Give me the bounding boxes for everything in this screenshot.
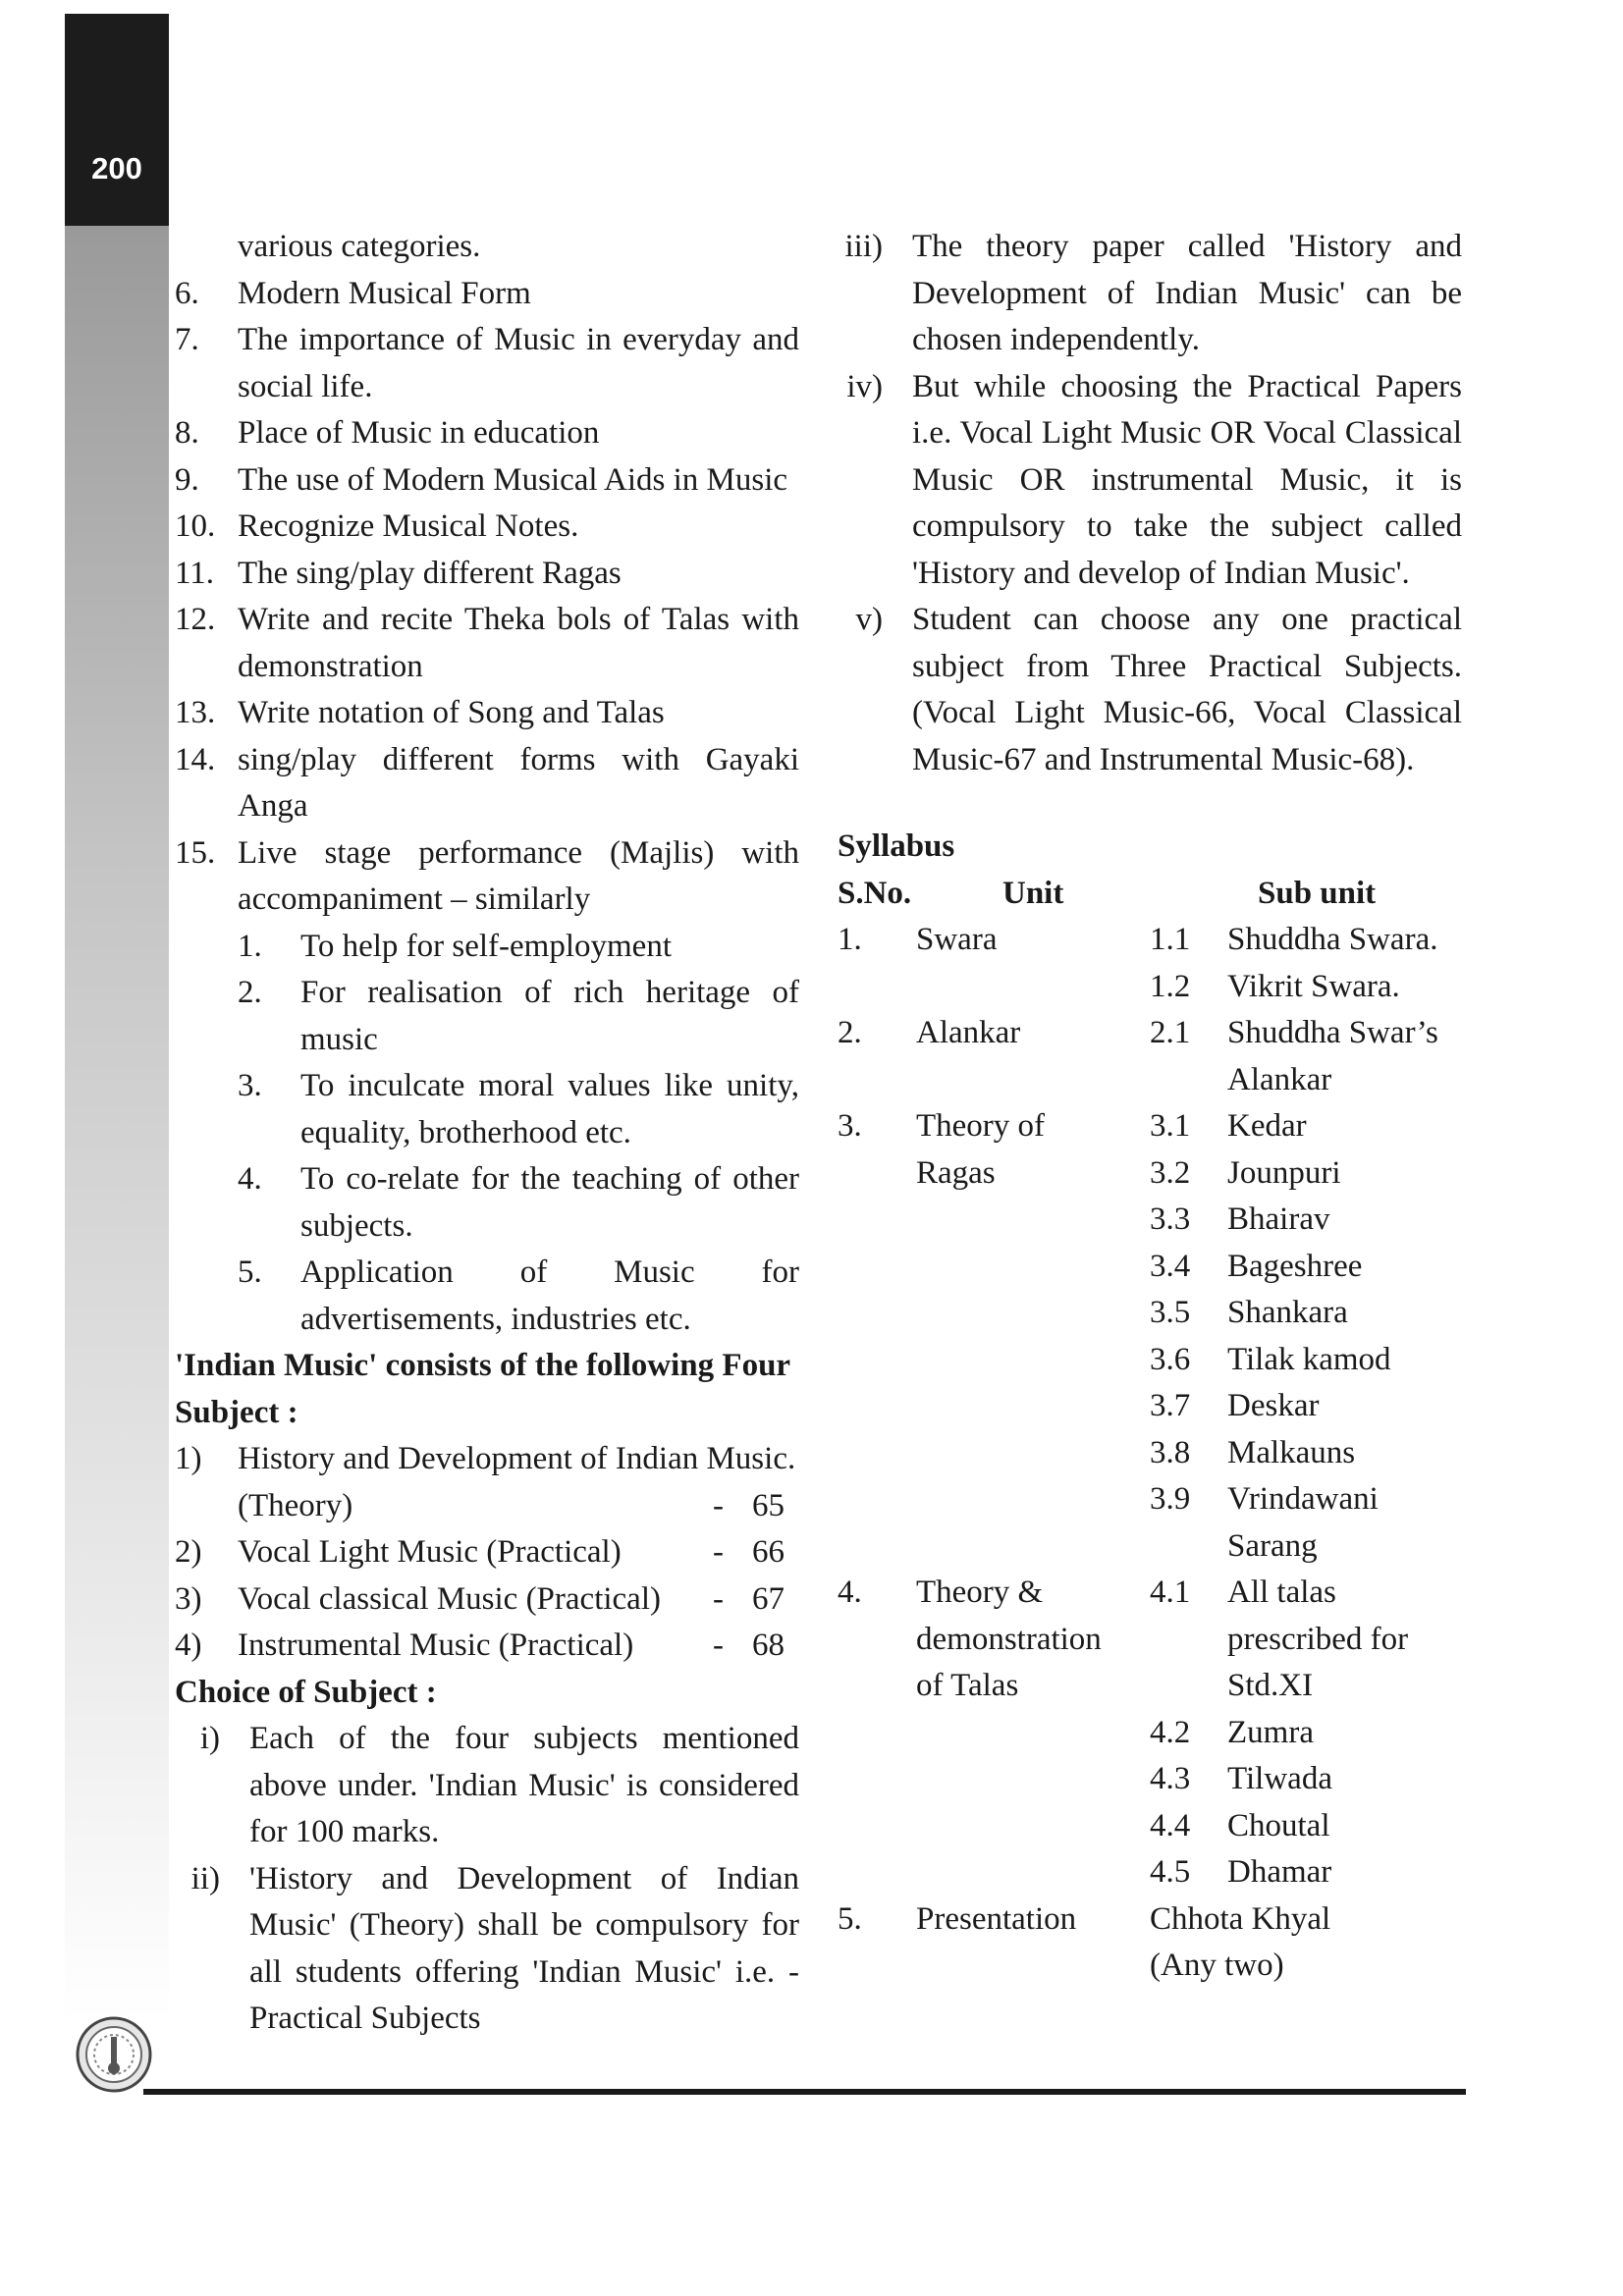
syllabus-table [838, 917, 1462, 1990]
choice-item [838, 364, 1462, 598]
sub-unit-name: Bageshree [1227, 1248, 1363, 1284]
syllabus-unit-row [838, 1010, 1462, 1103]
item-number: 13. [175, 695, 216, 730]
unit-number: 2. [838, 1015, 862, 1050]
unit-name: Theory & demonstration of Talas [916, 1575, 1102, 1703]
unit-number: 1. [838, 922, 862, 957]
sub-unit-name: Malkauns [1227, 1434, 1356, 1470]
footer-rule [143, 2089, 1466, 2095]
sub-unit-code: 3.3 [1150, 1201, 1191, 1237]
choice-text: 'History and Development of Indian Music' (Theory) shall be compulsory for all students offering 'Indian Music' i.e. -Practical Subjects [249, 1860, 799, 2036]
subject-code: 67 [752, 1580, 784, 1617]
col-sno-header: S.No. [838, 875, 912, 911]
choice-number: v) [855, 602, 883, 637]
syllabus-unit-row [838, 1103, 1462, 1570]
sub-list-item [175, 970, 799, 1063]
sub-unit-code: 3.4 [1150, 1248, 1191, 1284]
sub-unit-code: 4.3 [1150, 1761, 1191, 1796]
list-item [175, 271, 799, 318]
item-number: 6. [175, 275, 199, 311]
sub-unit-name: Choutal [1227, 1807, 1330, 1843]
sub-unit [1150, 1197, 1462, 1244]
sub-unit [1150, 1430, 1462, 1477]
item-number: 12. [175, 602, 216, 637]
subject-row-continued [175, 1483, 799, 1530]
choice-item [838, 224, 1462, 364]
sub-unit-name: Tilwada [1227, 1761, 1332, 1796]
sub-unit-list [1150, 1010, 1462, 1103]
subject-code: 66 [752, 1534, 784, 1570]
sub-unit-name: Vrindawani Sarang [1227, 1481, 1379, 1564]
sub-unit-name: Dhamar [1227, 1854, 1332, 1890]
item-number: 1. [238, 928, 262, 964]
choice-list [175, 1716, 799, 2043]
list-item [175, 830, 799, 924]
item-number: 11. [175, 555, 215, 591]
sub-unit [1150, 917, 1462, 964]
sub-unit-code: 4.4 [1150, 1807, 1191, 1843]
choice-list-continued [838, 224, 1462, 783]
subject-row [175, 1576, 799, 1624]
item-text: Live stage performance (Majlis) with accompaniment – similarly [238, 834, 799, 917]
item-text: sing/play different forms with Gayaki Anga [238, 741, 799, 824]
sub-unit-name: Shankara [1227, 1295, 1348, 1330]
choice-item [175, 1716, 799, 1856]
sub-unit-code: 3.8 [1150, 1434, 1191, 1470]
subject-code: 65 [752, 1487, 784, 1523]
sub-list-item [175, 924, 799, 971]
objective-sublist [175, 924, 799, 1344]
subject-row [175, 1623, 799, 1670]
left-column [175, 224, 799, 2043]
item-number: 8. [175, 415, 199, 451]
sub-unit-code: 1.2 [1150, 968, 1191, 1004]
sub-unit [1150, 1803, 1462, 1850]
sub-unit-list [1150, 1103, 1462, 1570]
sub-unit-list [1150, 917, 1462, 1010]
sub-unit-name: Shuddha Swar’s Alankar [1227, 1015, 1438, 1097]
choice-number: ii) [190, 1860, 220, 1896]
sub-list-item [175, 1156, 799, 1250]
sub-unit [1150, 1244, 1462, 1291]
list-item [175, 504, 799, 551]
item-number: 15. [175, 834, 216, 871]
page-number: 200 [91, 151, 142, 186]
sub-unit-code: 3.5 [1150, 1295, 1191, 1330]
list-item [175, 551, 799, 598]
unit-name: Swara [916, 922, 998, 957]
sub-unit [1150, 1383, 1462, 1430]
item-text: Place of Music in education [238, 415, 600, 451]
sub-unit-name: Vikrit Swara. [1227, 968, 1400, 1004]
page-number-tab [65, 14, 169, 226]
subject-name: Vocal classical Music (Practical) [238, 1580, 661, 1617]
item-text: The sing/play different Ragas [238, 555, 622, 591]
subject-name-continued: (Theory) [238, 1487, 353, 1523]
syllabus-header [838, 871, 1462, 918]
subject-dash: - [713, 1534, 724, 1570]
item-text: To help for self-employment [300, 928, 673, 964]
choice-text: But while choosing the Practical Papers i.e. Vocal Light Music OR Vocal Classical Music OR instrumental Music, it is compulsory to take the subject called 'History and develop of Indian Music'. [912, 368, 1462, 591]
subject-row [175, 1436, 799, 1483]
choice-number: iv) [846, 368, 883, 404]
item-text: Write notation of Song and Talas [238, 695, 665, 730]
sub-unit [1150, 1010, 1462, 1103]
item-text: To co-relate for the teaching of other subjects. [300, 1161, 799, 1244]
sub-unit-name: Tilak kamod [1227, 1341, 1391, 1377]
sub-unit-code: 4.1 [1150, 1575, 1191, 1610]
sub-unit-name: Jounpuri [1227, 1154, 1341, 1191]
choice-number: iii) [844, 229, 883, 264]
sub-unit [1150, 1849, 1462, 1896]
syllabus-unit-row [838, 1570, 1462, 1896]
item-number: 7. [175, 322, 199, 357]
item-number: 14. [175, 741, 216, 777]
unit-number: 4. [838, 1575, 862, 1610]
sub-unit-name: Bhairav [1227, 1201, 1330, 1237]
sub-unit [1150, 964, 1462, 1011]
sub-unit-name: Deskar [1227, 1388, 1320, 1423]
sub-unit-name: Shuddha Swara. [1227, 922, 1438, 957]
syllabus-unit-row [838, 1896, 1462, 1990]
sub-list-item [175, 1250, 799, 1343]
unit-number: 3. [838, 1108, 862, 1144]
sub-unit [1150, 1103, 1462, 1150]
choice-text: Each of the four subjects mentioned above under. 'Indian Music' is considered for 100 marks. [249, 1721, 799, 1849]
item-number: 9. [175, 461, 199, 498]
col-unit-header: Unit [1002, 875, 1064, 911]
col-subunit-header: Sub unit [1258, 875, 1377, 911]
subject-number: 4) [175, 1628, 202, 1663]
list-item [175, 597, 799, 690]
unit-name: Alankar [916, 1015, 1021, 1050]
choice-text: Student can choose any one practical subject from Three Practical Subjects. (Vocal Light Music-66, Vocal Classical Music-67 and Instrumental Music-68). [912, 602, 1462, 777]
subject-number: 2) [175, 1534, 202, 1570]
unit-name: Theory of Ragas [916, 1108, 1046, 1191]
emblem-icon [75, 2015, 153, 2094]
list-item [175, 410, 799, 457]
syllabus-unit-row [838, 917, 1462, 1010]
item-number: 2. [238, 975, 262, 1010]
choice-item [838, 597, 1462, 783]
sub-unit-code: 3.1 [1150, 1108, 1191, 1144]
sub-unit [1150, 1570, 1462, 1710]
sub-unit-code: 1.1 [1150, 922, 1191, 957]
item-number: 4. [238, 1161, 262, 1197]
subjects-list [175, 1436, 799, 1670]
subjects-heading: 'Indian Music' consists of the following Four Subject : [175, 1348, 790, 1430]
choice-number: i) [199, 1721, 220, 1756]
sub-unit-list [1150, 1896, 1462, 1990]
sub-list-item [175, 1063, 799, 1156]
sub-unit-list [1150, 1570, 1462, 1896]
subject-row [175, 1529, 799, 1576]
sub-unit-code: 3.7 [1150, 1388, 1191, 1423]
sub-unit [1150, 1756, 1462, 1803]
item-text: Modern Musical Form [238, 275, 531, 311]
sub-unit-name: Zumra [1227, 1714, 1314, 1750]
sub-unit [1150, 1290, 1462, 1337]
unit-number: 5. [838, 1900, 862, 1937]
list-item [175, 737, 799, 830]
choice-heading: Choice of Subject : [175, 1674, 437, 1710]
choice-item [175, 1856, 799, 2043]
objective-list [175, 271, 799, 924]
choice-text: The theory paper called 'History and Development of Indian Music' can be chosen independently. [912, 229, 1462, 357]
sub-unit-code: 3.9 [1150, 1481, 1191, 1517]
sub-unit-code: 2.1 [1150, 1015, 1191, 1050]
item-number: 10. [175, 508, 216, 544]
continuation-text: various categories. [238, 229, 481, 264]
subject-name: Instrumental Music (Practical) [238, 1628, 634, 1663]
item-text: Application of Music for advertisements, industries etc. [300, 1255, 799, 1337]
syllabus-title: Syllabus [838, 828, 955, 864]
list-item [175, 457, 799, 505]
sub-unit [1150, 1150, 1462, 1198]
subject-name: History and Development of Indian Music. [238, 1441, 796, 1476]
list-item [175, 317, 799, 410]
item-number: 3. [238, 1068, 262, 1103]
sub-unit [1150, 1476, 1462, 1570]
subject-dash: - [713, 1487, 724, 1523]
right-column [838, 224, 1462, 1990]
item-number: 5. [238, 1255, 262, 1290]
item-text: Recognize Musical Notes. [238, 508, 579, 544]
sub-unit-code: 4.5 [1150, 1854, 1191, 1890]
subject-number: 1) [175, 1441, 202, 1476]
subject-dash: - [713, 1580, 724, 1617]
sub-unit-name: All talas prescribed for Std.XI [1227, 1575, 1409, 1703]
sub-unit-code: 4.2 [1150, 1714, 1191, 1750]
item-text: To inculcate moral values like unity, equality, brotherhood etc. [300, 1068, 799, 1150]
sub-unit-code: 3.2 [1150, 1154, 1191, 1191]
item-text: The importance of Music in everyday and social life. [238, 322, 799, 404]
subject-code: 68 [752, 1628, 784, 1663]
sub-unit-name: Chhota Khyal (Any two) [1150, 1900, 1331, 1983]
subject-dash: - [713, 1628, 724, 1663]
sub-unit [1150, 1337, 1462, 1384]
unit-name: Presentation [916, 1900, 1077, 1937]
side-gradient-bar [65, 226, 169, 2022]
subject-number: 3) [175, 1580, 202, 1617]
subject-name: Vocal Light Music (Practical) [238, 1534, 622, 1570]
item-text: The use of Modern Musical Aids in Music [238, 461, 788, 498]
sub-unit [1150, 1896, 1462, 1990]
item-text: For realisation of rich heritage of music [300, 975, 799, 1057]
item-text: Write and recite Theka bols of Talas with demonstration [238, 602, 799, 684]
list-item [175, 690, 799, 737]
sub-unit-code: 3.6 [1150, 1341, 1191, 1377]
sub-unit [1150, 1710, 1462, 1757]
sub-unit-name: Kedar [1227, 1108, 1307, 1144]
